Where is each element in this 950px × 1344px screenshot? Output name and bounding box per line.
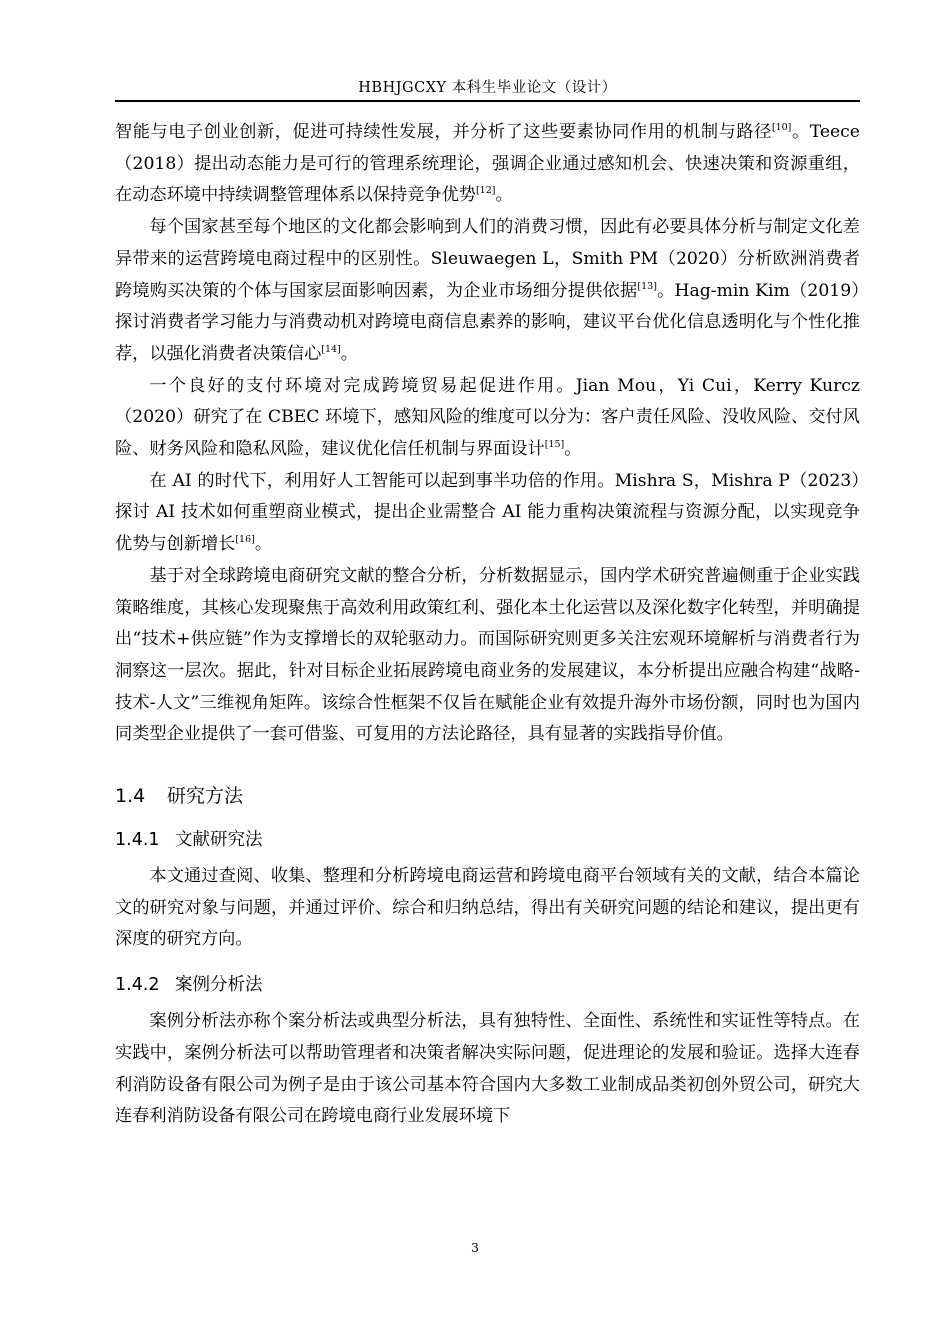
running-header: HBHJGCXY 本科生毕业论文（设计） — [358, 80, 617, 96]
subsection-paragraph: 案例分析法亦称个案分析法或典型分析法，具有独特性、全面性、系统性和实证性等特点。在实践中，案例分析法可以帮助管理者和决策者解决实际问题，促进理论的发展和验证。选择大连春利消防设备有限公司为例子是由于该公司基本符合国内大多数工业制成品类初创外贸公司，研究大连春利消防设备有限公司在跨境电商行业发展环境下 — [115, 1011, 860, 1127]
text-run: 。 — [564, 439, 582, 460]
paragraph-4 — [115, 466, 860, 561]
citation-ref: [12] — [475, 185, 496, 197]
citation-ref: [15] — [544, 439, 565, 451]
subsection-heading — [115, 825, 860, 855]
citation-ref: [10] — [771, 122, 792, 133]
section-heading — [115, 781, 860, 811]
text-run: 。 — [340, 343, 358, 364]
paragraph-1 — [115, 117, 860, 212]
text-run: 一个良好的支付环境对完成跨境贸易起促进作用。Jian Mou，Yi Cui，Kerry Kurcz（2020）研究了在 CBEC 环境下，感知风险的维度可以分为：客户责任风险、没收风险、交付风险、财务风险和隐私风险，建议优化信任机制与界面设计 — [115, 375, 860, 460]
text-run: 。 — [495, 185, 513, 206]
subsection-number: 1.4.1 — [115, 830, 160, 851]
subsection-paragraph: 本文通过查阅、收集、整理和分析跨境电商运营和跨境电商平台领域有关的文献，结合本篇论文的研究对象与问题，并通过评价、综合和归纳总结，得出有关研究问题的结论和建议，提出更有深度的研究方向。 — [115, 866, 860, 950]
text-run: 智能与电子创业创新，促进可持续性发展，并分析了这些要素协同作用的机制与路径 — [115, 122, 772, 142]
paragraph-2 — [115, 212, 860, 371]
paragraph-5 — [115, 561, 860, 751]
subsection-title: 文献研究法 — [175, 830, 263, 851]
text-run: 每个国家甚至每个地区的文化都会影响到人们的消费习惯，因此有必要具体分析与制定文化差异带来的运营跨境电商过程中的区别性。Sleuwaegen L，Smith PM（2020）分析欧洲消费者跨境购买决策的个体与国家层面影响因素，为企业市场细分提供依据 — [115, 217, 860, 301]
citation-ref: [16] — [235, 534, 255, 546]
citation-ref: [13] — [637, 280, 657, 292]
text-run: 。Teece（2018）提出动态能力是可行的管理系统理论，强调企业通过感知机会、快速决策和资源重组，在动态环境中持续调整管理体系以保持竞争优势 — [115, 122, 860, 206]
subsection-number: 1.4.2 — [115, 975, 160, 996]
subsection-heading — [115, 970, 860, 1000]
text-run: 在 AI 的时代下，利用好人工智能可以起到事半功倍的作用。Mishra S，Mishra P（2023）探讨 AI 技术如何重塑商业模式，提出企业需整合 AI 能力重构决策流程与资源分配，以实现竞争优势与创新增长 — [115, 470, 860, 555]
text-run: 。Hag-min Kim（2019）探讨消费者学习能力与消费动机对跨境电商信息素养的影响，建议平台优化信息透明化与个性化推荐，以强化消费者决策信心 — [115, 280, 860, 364]
paragraph-3 — [115, 371, 860, 466]
text-run: 。 — [254, 534, 273, 555]
page-number: 3 — [471, 1240, 479, 1255]
text-run: 基于对全球跨境电商研究文献的整合分析，分析数据显示，国内学术研究普遍侧重于企业实践策略维度，其核心发现聚焦于高效利用政策红利、强化本土化运营以及深化数字化转型，并明确提出“技术+供应链”作为支撑增长的双轮驱动力。而国际研究则更多关注宏观环境解析与消费者行为洞察这一层次。据此，针对目标企业拓展跨境电商业务的发展建议，本分析提出应融合构建“战略-技术-人文”三维视角矩阵。该综合性框架不仅旨在赋能企业有效提升海外市场份额，同时也为国内同类型企业提供了一套可借鉴、可复用的方法论路径，具有显著的实践指导价值。 — [115, 565, 860, 745]
page-body — [115, 117, 860, 1133]
section-title: 研究方法 — [167, 785, 244, 808]
section-number: 1.4 — [115, 785, 146, 808]
citation-ref: [14] — [321, 343, 341, 355]
header-rule — [115, 100, 860, 102]
subsection-title: 案例分析法 — [175, 975, 263, 996]
